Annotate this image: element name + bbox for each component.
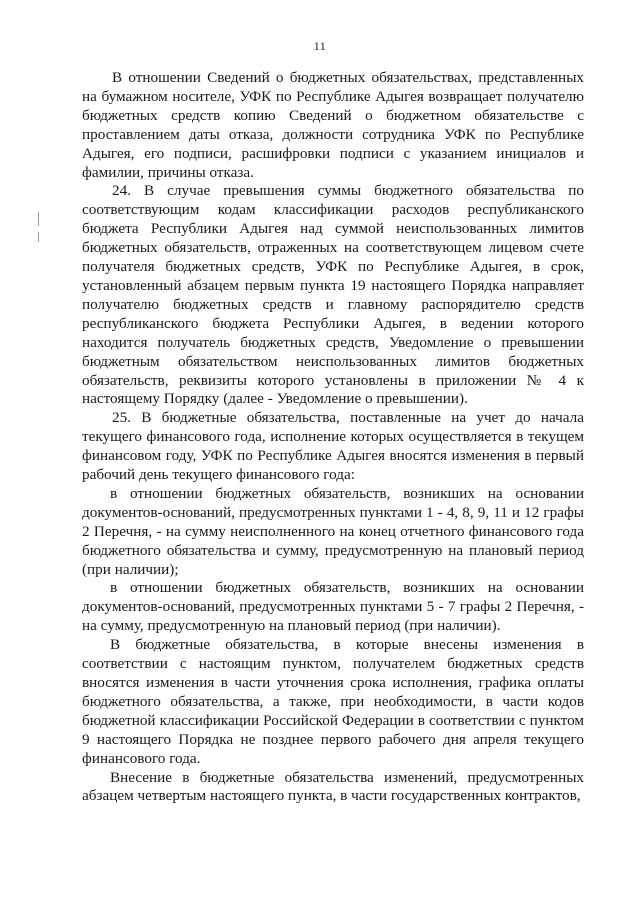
page-number: 11 bbox=[313, 39, 327, 53]
scan-margin-mark-bottom bbox=[38, 232, 39, 242]
paragraph-24-excess-notice: 24. В случае превышения суммы бюджетного обязательства по соответствующим кодам классификации расходов республиканского бюджета Республики Адыгея над суммой неиспользованных лимитов бюджетных обязательств, отраженных на соответствующем лицевом счете получателя бюджетных средств, УФК по Республике Адыгея, в срок, установленный абзацем первым пункта 19 настоящего Порядка направляет получателю бюджетных средств и главному распорядителю средств республиканского бюджета Республики Адыгея, в ведении которого находится получатель бюджетных средств, Уведомление о превышении бюджетным обязательством неиспользованных лимитов бюджетных обязательств, реквизиты которого установлены в приложении № 4 к настоящему Порядку (далее - Уведомление о превышении). bbox=[82, 182, 584, 408]
paragraph-25-items-1-4: в отношении бюджетных обязательств, возникших на основании документов-оснований, предусмотренных пунктами 1 - 4, 8, 9, 11 и 12 графы 2 Перечня, - на сумму неисполненного на конец отчетного финансового года бюджетного обязательства и сумму, предусмотренную на плановый период (при наличии); bbox=[82, 484, 584, 578]
scan-margin-mark-top bbox=[38, 212, 39, 226]
paragraph-25-contracts: Внесение в бюджетные обязательства изменений, предусмотренных абзацем четвертым настоящего пункта, в части государственных контрактов, bbox=[82, 768, 584, 805]
body-text bbox=[82, 69, 584, 806]
paragraph-25-items-5-7: в отношении бюджетных обязательств, возникших на основании документов-оснований, предусмотренных пунктами 5 - 7 графы 2 Перечня, - на сумму, предусмотренную на плановый период (при наличии). bbox=[82, 579, 584, 635]
paragraph-refusal-return: В отношении Сведений о бюджетных обязательствах, представленных на бумажном носителе, УФК по Республике Адыгея возвращает получателю бюджетных средств копию Сведений о бюджетном обязательстве с проставлением даты отказа, должности сотрудника УФК по Республике Адыгея, его подписи, расшифровки подписи с указанием инициалов и фамилии, причины отказа. bbox=[82, 69, 584, 181]
paragraph-25-changes: 25. В бюджетные обязательства, поставленные на учет до начала текущего финансового года, исполнение которых осуществляется в текущем финансовом году, УФК по Республике Адыгея вносятся изменения в первый рабочий день текущего финансового года: bbox=[82, 409, 584, 484]
paragraph-25-recipient-changes: В бюджетные обязательства, в которые внесены изменения в соответствии с настоящим пунктом, получателем бюджетных средств вносятся изменения в части уточнения срока исполнения, графика оплаты бюджетного обязательства, а также, при необходимости, в части кодов бюджетной классификации Российской Федерации в соответствии с пунктом 9 настоящего Порядка не позднее первого рабочего дня апреля текущего финансового года. bbox=[82, 636, 584, 767]
